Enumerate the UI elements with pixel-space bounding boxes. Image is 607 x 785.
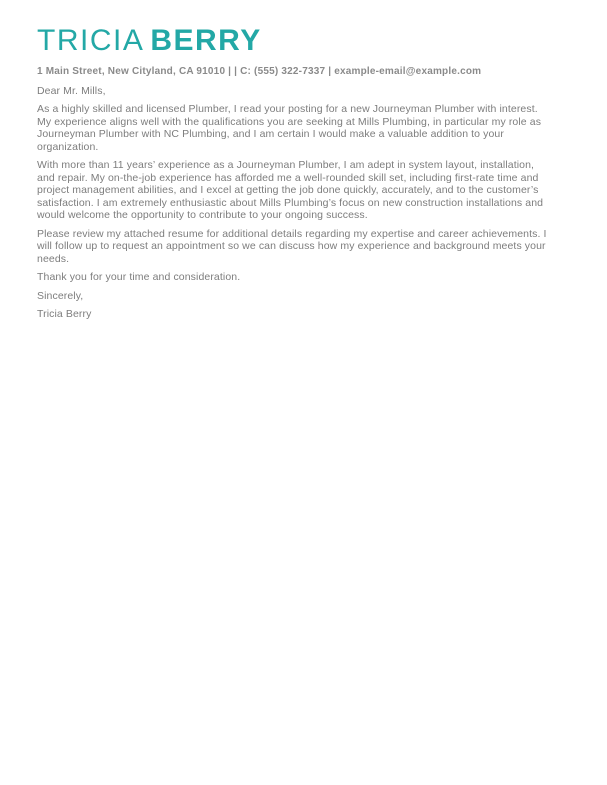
contact-line: 1 Main Street, New Cityland, CA 91010 | | C: (555) 322-7337 | example-email@example.com xyxy=(37,65,482,77)
letter-header xyxy=(37,25,571,77)
page-title xyxy=(37,25,571,57)
letter-paragraph: As a highly skilled and licensed Plumber, I read your posting for a new Journeyman Plumber with interest. My experience aligns well with the qualifications you are seeking at Mills Plumbing, in particular my role as Journeyman Plumber with NC Plumbing, and I am certain I would make a valuable addition to your organization. xyxy=(37,103,542,153)
letter-paragraph: With more than 11 years’ experience as a Journeyman Plumber, I am adept in system layout, installation, and repair. My on-the-job experience has afforded me a well-rounded skill set, including first-rate time and project management abilities, and I excel at getting the job done quickly, accurately, and to the customer’s satisfaction. I am extremely enthusiastic about Mills Plumbing’s focus on new construction installations and would welcome the opportunity to contribute to your ongoing success. xyxy=(37,159,544,221)
greeting: Dear Mr. Mills, xyxy=(37,84,106,97)
letter-paragraph: Please review my attached resume for additional details regarding my expertise and career achievements. I will follow up to request an appointment so we can discuss how my experience and background meets your needs. xyxy=(37,227,547,265)
signature-name: Tricia Berry xyxy=(37,308,92,320)
first-name: TRICIA xyxy=(37,24,145,57)
letter-body xyxy=(37,85,553,321)
closing: Sincerely, xyxy=(37,289,84,302)
letter-paragraph: Thank you for your time and consideration. xyxy=(37,271,241,283)
last-name: BERRY xyxy=(150,24,262,57)
